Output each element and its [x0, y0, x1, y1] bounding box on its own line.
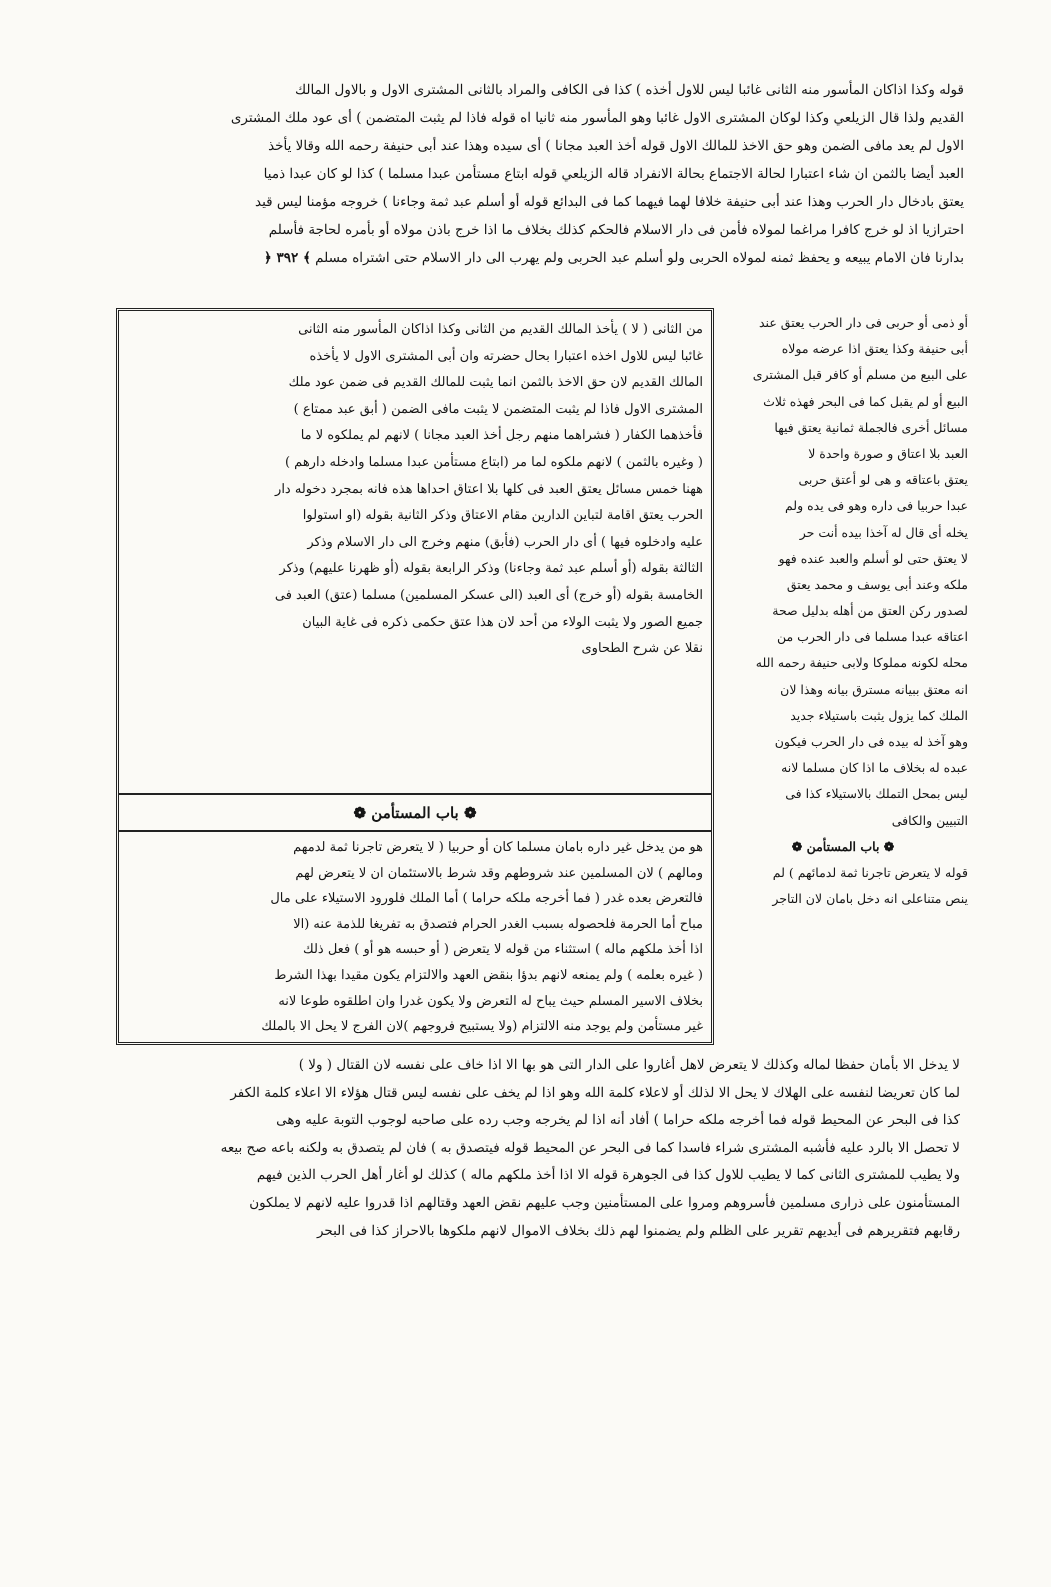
text-line: عليه وادخلوه فيها ) أى دار الحرب (فأبق) منهم وخرج الى دار الاسلام وذكر: [307, 534, 703, 550]
section-divider-bottom: [119, 830, 711, 832]
text-line-with-page-number: [108, 244, 964, 272]
text-line: كذا فى البحر عن المحيط قوله فما أخرجه ملكه حراما ) أفاد أنه اذا لم يخرجه وجب رده على صاحبه لوجوب التوبة عليه وهى: [276, 1112, 960, 1129]
main-text-upper: [127, 317, 703, 663]
text-line: أو ذمى أو حربى فى دار الحرب يعتق عند: [759, 315, 968, 330]
text-line: غائبا ليس للاول اخذه اعتبارا بحال حضرته وان أبى المشترى الاول لا يأخذه: [309, 348, 703, 364]
text-line: المالك القديم لان حق الاخذ بالثمن انما يثبت للمالك القديم فى ضمن عود ملك: [288, 375, 703, 391]
main-text-lower: [127, 835, 703, 1040]
margin-chapter-heading: [718, 834, 968, 860]
text-line: اذا أخذ ملكهم ماله ) استثناء من قوله لا يتعرض ( أو حبسه هو أو ) فعل ذلك: [303, 942, 703, 958]
text-line: ( غيره بعلمه ) ولم يمنعه لانهم بدؤا بنقض العهد والالتزام يكون مقيدا بهذا الشرط: [274, 967, 703, 983]
text-line: العبد أيضا بالثمن ان شاء اعتبارا لحالة الاجتماع بحالة الانفراد قاله الزيلعي قوله ابتاع مستأمن عبدا مسلما ) كذا لو كان عبدا ذميا: [263, 166, 964, 182]
text-line: العبد بلا اعتاق و صورة واحدة لا: [808, 445, 968, 461]
ornament-icon: ❁: [353, 804, 367, 822]
text-line: نقلا عن شرح الطحاوى: [581, 641, 703, 657]
text-line: قوله لا يتعرض تاجرنا ثمة لدمائهم ) لم: [772, 864, 968, 880]
main-text-frame: [116, 308, 714, 1045]
text-line: غير مستأمن ولم يوجد منه الالتزام (ولا يستبيح فروجهم )لان الفرج لا يحل الا بالملك: [261, 1019, 703, 1035]
text-line: ينص متناعلى انه دخل بامان لان التاجر: [772, 891, 968, 907]
section-divider-top: [119, 793, 711, 795]
chapter-title: باب المستأمن: [371, 804, 459, 822]
text-line: عبدا حربيا فى داره وهو فى يده ولم: [784, 498, 968, 514]
text-line: ليس بمحل التملك بالاستيلاء كذا فى: [785, 786, 968, 802]
text-line: ومالهم ) لان المسلمين عند شروطهم وقد شرط بالاستئمان ان لا يتعرض لهم: [295, 865, 703, 881]
text-line: اعتاقه عبدا مسلما فى دار الحرب من: [776, 629, 968, 645]
text-line: المستأمنون على ذرارى مسلمين فأسروهم ومروا على المستأمنين وجب عليهم نقض العهد وقتالهم اذا قدروا عليه لانهم لا يملكون: [249, 1194, 960, 1211]
text-line: الاول لم يعد مافى الضمن وهو حق الاخذ للمالك الاول قوله أخذ العبد مجانا ) أى سيده وهذا عند أبى حنيفة رحمه الله وقالا يأخذ: [268, 138, 964, 154]
text-line: لا يعتق حتى لو أسلم والعبد عنده فهو: [778, 550, 968, 566]
text-line: احترازيا اذ لو خرج كافرا مراغما لمولاه فأمن فى دار الاسلام فالحكم كذلك بخلاف ما اذا خرج باذن مولاه أو بأمره لحاجة فأسلم: [268, 222, 964, 238]
text-line-segment: بدارنا فان الامام يبيعه و يحفظ ثمنه لمولاه الحربى ولو أسلم عبد الحربى ولم يهرب الى دار الاسلام حتى اشتراه مسلم: [315, 250, 964, 266]
text-line: هو من يدخل غير داره بامان مسلما كان أو حربيا ( لا يتعرض تاجرنا ثمة لدمهم: [293, 840, 703, 855]
text-line: انه معتق ببيانه مسترق بيانه وهذا لان: [780, 681, 968, 697]
text-line: ( وغيره بالثمن ) لانهم ملكوه لما مر (ابتاع مستأمن عبدا مسلما وادخله دارهم ): [284, 454, 703, 470]
text-line: يعتق بادخال دار الحرب وهذا عند أبى حنيفة خلافا لهما فيهما كما فى البدائع قوله أو أسلم عبد ثمة وجاءنا ) خروجه مؤمنا ليس قيد: [254, 194, 964, 210]
text-line: عبده له بخلاف ما اذا كان مسلما لانه: [781, 760, 968, 776]
text-line: لما كان تعريضا لنفسه على الهلاك لا يحل الا لذلك أو لاعلاء كلمة الله وهو اذا لم يخف على نفسه ليس قتال هؤلاء الا اعلاء كلمة الكفر: [230, 1084, 960, 1101]
ornament-icon: ❁: [791, 838, 803, 854]
text-line: رقابهم فتقريرهم فى أيديهم تقرير على الظلم ولم يضمنوا لهم ذلك بخلاف الاموال لانهم ملكوها بالاحراز كذا فى البحر: [316, 1222, 960, 1239]
text-line: البيع أو لم يقبل كما فى البحر فهذه ثلاث: [763, 393, 968, 409]
page-number: ٣٩٢: [276, 250, 299, 266]
text-line: الثالثة بقوله (أو أسلم عبد ثمة وجاءنا) وذكر الرابعة بقوله (أو ظهرنا عليهم) وذكر: [279, 561, 703, 577]
ornament-icon: ❁: [463, 804, 477, 822]
margin-chapter-title: باب المستأمن: [806, 838, 880, 854]
ornament-icon: ❁: [883, 838, 895, 854]
chapter-heading: [119, 796, 711, 830]
text-line: الحرب يعتق اقامة لتباين الدارين مقام الاعتاق وذكر الثانية بقوله (او استولوا: [302, 508, 703, 524]
text-line: يخله أى قال له آخذا بيده أنت حر: [799, 524, 968, 540]
text-line: مباح أما الحرمة فلحصوله بسبب الغدر الحرام فتصدق به تفريغا للذمة عنه (الا: [293, 916, 703, 932]
text-line: يعتق باعتاقه و هى لو أعتق حربى: [798, 472, 968, 488]
text-line: فالتعرض بعده غدر ( فما أخرجه ملكه حراما ) أما الملك فلورود الاستيلاء على مال: [270, 891, 703, 907]
text-line: وهو آخذ له بيده فى دار الحرب فيكون: [774, 734, 968, 749]
text-line: مسائل أخرى فالجملة ثمانية يعتق فيها: [774, 419, 968, 435]
text-line: المشترى الاول فاذا لم يثبت المتضمن لا يثبت مافى الضمن ( أبق عبد ممتاع ): [293, 401, 703, 417]
text-line: قوله وكذا اذاكان المأسور منه الثانى غائبا ليس للاول أخذه ) كذا فى الكافى والمراد بالثانى المشترى الاول و بالاول المالك: [294, 82, 964, 98]
page-number-ornament: ﴾ ٣٩٢ ﴿: [263, 250, 311, 266]
text-line: لصدور ركن العتق من أهله بدليل صحة: [772, 603, 968, 619]
text-line: لا تحصل الا بالرد عليه فأشبه المشترى شراء فاسدا كما فى البحر عن المحيط قوله فيتصدق به ) فان لم يتصدق به ولكنه باعه صح بيعه: [220, 1139, 960, 1156]
text-line: بخلاف الاسير المسلم حيث يباح له التعرض ولا يكون غدرا وان اطلقوه طوعا لانه: [278, 993, 703, 1009]
text-line: محله لكونه مملوكا ولابى حنيفة رحمه الله: [755, 655, 968, 671]
text-line: القديم ولذا قال الزيلعي وكذا لوكان المشترى الاول غائبا وهو المأسور منه ثانيا اه قوله فاذا لم يثبت المتضمن ) أى عود ملك المشترى: [230, 110, 964, 126]
text-line: الخامسة بقوله (أو خرج) أى العبد (الى عسكر المسلمين) مسلما (عتق) العبد فى: [274, 587, 703, 603]
text-line: جميع الصور ولا يثبت الولاء من أحد لان هذا عتق حكمى ذكره فى غاية البيان: [302, 614, 703, 630]
text-line: على البيع من مسلم أو كافر قبل المشترى: [752, 367, 968, 383]
text-line: من الثانى ( لا ) يأخذ المالك القديم من الثانى وكذا اذاكان المأسور منه الثانى: [298, 322, 703, 337]
text-line: لا يدخل الا بأمان حفظا لماله وكذلك لا يتعرض لاهل أغاروا على الدار التى هو بها الا اذا خاف على نفسه لان القتال ( ولا ): [298, 1057, 960, 1073]
text-line: الملك كما يزول يثبت باستيلاء جديد: [790, 707, 968, 723]
bottom-commentary: [150, 1052, 960, 1245]
text-line: ملكه وعند أبى يوسف و محمد يعتق: [786, 576, 968, 592]
text-line: ههنا خمس مسائل يعتق العبد فى كلها بلا اعتاق احداها هذه فانه بمجرد دخوله دار: [275, 481, 703, 497]
top-commentary: [108, 76, 964, 272]
margin-gloss: [718, 310, 968, 912]
text-line: أبى حنيفة وكذا يعتق اذا عرضه مولاه: [781, 341, 968, 357]
text-line: التبيين والكافى: [891, 812, 968, 828]
text-line: ولا يطيب للمشترى الثانى كما لا يطيب للاول كذا فى الجوهرة قوله الا اذا أخذ ملكهم ماله ) كذلك لو أغار أهل الحرب الذين فيهم: [256, 1167, 960, 1184]
text-line: فأخذهما الكفار ( فشراهما منهم رجل أخذ العبد مجانا ) لانهم لم يملكوه لا ما: [300, 428, 703, 444]
